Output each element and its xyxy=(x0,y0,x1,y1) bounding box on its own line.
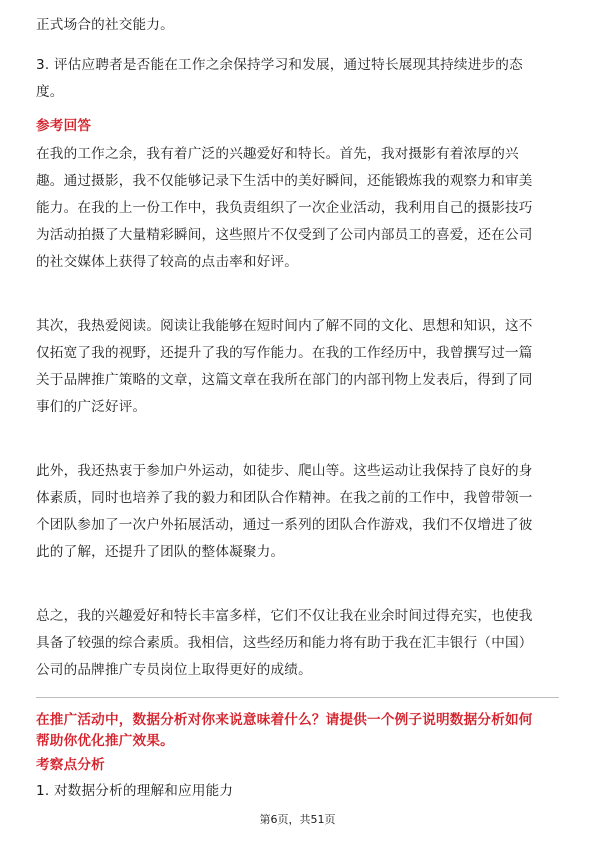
paragraph-line: 具备了较强的综合素质。我相信，这些经历和能力将有助于我在汇丰银行（中国） xyxy=(36,635,533,651)
answer-heading: 参考回答 xyxy=(36,118,92,134)
paragraph-line: 其次，我热爱阅读。阅读让我能够在短时间内了解不同的文化、思想和知识，这不 xyxy=(36,318,533,334)
paragraph-line: 关于品牌推广策略的文章，这篇文章在我所在部门的内部刊物上发表后，得到了同 xyxy=(36,372,533,388)
question-line: 在推广活动中，数据分析对你来说意味着什么？请提供一个例子说明数据分析如何 xyxy=(36,712,533,728)
page-number: 第6页，共51页 xyxy=(259,813,336,826)
list-item-3: 3. 评估应聘者是否能在工作之余保持学习和发展，通过特长展现其持续进步的态 xyxy=(36,57,523,73)
paragraph-line: 总之，我的兴趣爱好和特长丰富多样，它们不仅让我在业余时间过得充实，也使我 xyxy=(36,608,533,624)
paragraph-line: 趣。通过摄影，我不仅能够记录下生活中的美好瞬间，还能锻炼我的观察力和审美 xyxy=(36,173,533,189)
paragraph-line: 在我的工作之余，我有着广泛的兴趣爱好和特长。首先，我对摄影有着浓厚的兴 xyxy=(36,146,519,162)
paragraph-line: 仅拓宽了我的视野，还提升了我的写作能力。在我的工作经历中，我曾撰写过一篇 xyxy=(36,345,533,361)
question-line: 帮助你优化推广效果。 xyxy=(36,733,174,749)
paragraph-line: 此的了解，还提升了团队的整体凝聚力。 xyxy=(36,544,285,560)
paragraph-line: 能力。在我的上一份工作中，我负责组织了一次企业活动，我利用自己的摄影技巧 xyxy=(36,200,533,216)
paragraph-line: 公司的品牌推广专员岗位上取得更好的成绩。 xyxy=(36,662,312,678)
paragraph-line: 体素质，同时也培养了我的毅力和团队合作精神。在我之前的工作中，我曾带领一 xyxy=(36,490,533,506)
paragraph-line: 的社交媒体上获得了较高的点击率和好评。 xyxy=(36,254,299,270)
list-item-3-continuation: 度。 xyxy=(36,84,64,100)
assessment-heading: 考察点分析 xyxy=(36,757,105,773)
paragraph-line: 事们的广泛好评。 xyxy=(36,399,147,415)
paragraph-line: 为活动拍摄了大量精彩瞬间，这些照片不仅受到了公司内部员工的喜爱，还在公司 xyxy=(36,227,533,243)
text-line: 正式场合的社交能力。 xyxy=(36,17,174,33)
paragraph-line: 个团队参加了一次户外拓展活动，通过一系列的团队合作游戏，我们不仅增进了彼 xyxy=(36,517,533,533)
section-divider xyxy=(36,697,559,698)
paragraph-line: 此外，我还热衷于参加户外运动，如徒步、爬山等。这些运动让我保持了良好的身 xyxy=(36,463,533,479)
list-item-1: 1. 对数据分析的理解和应用能力 xyxy=(36,783,234,799)
